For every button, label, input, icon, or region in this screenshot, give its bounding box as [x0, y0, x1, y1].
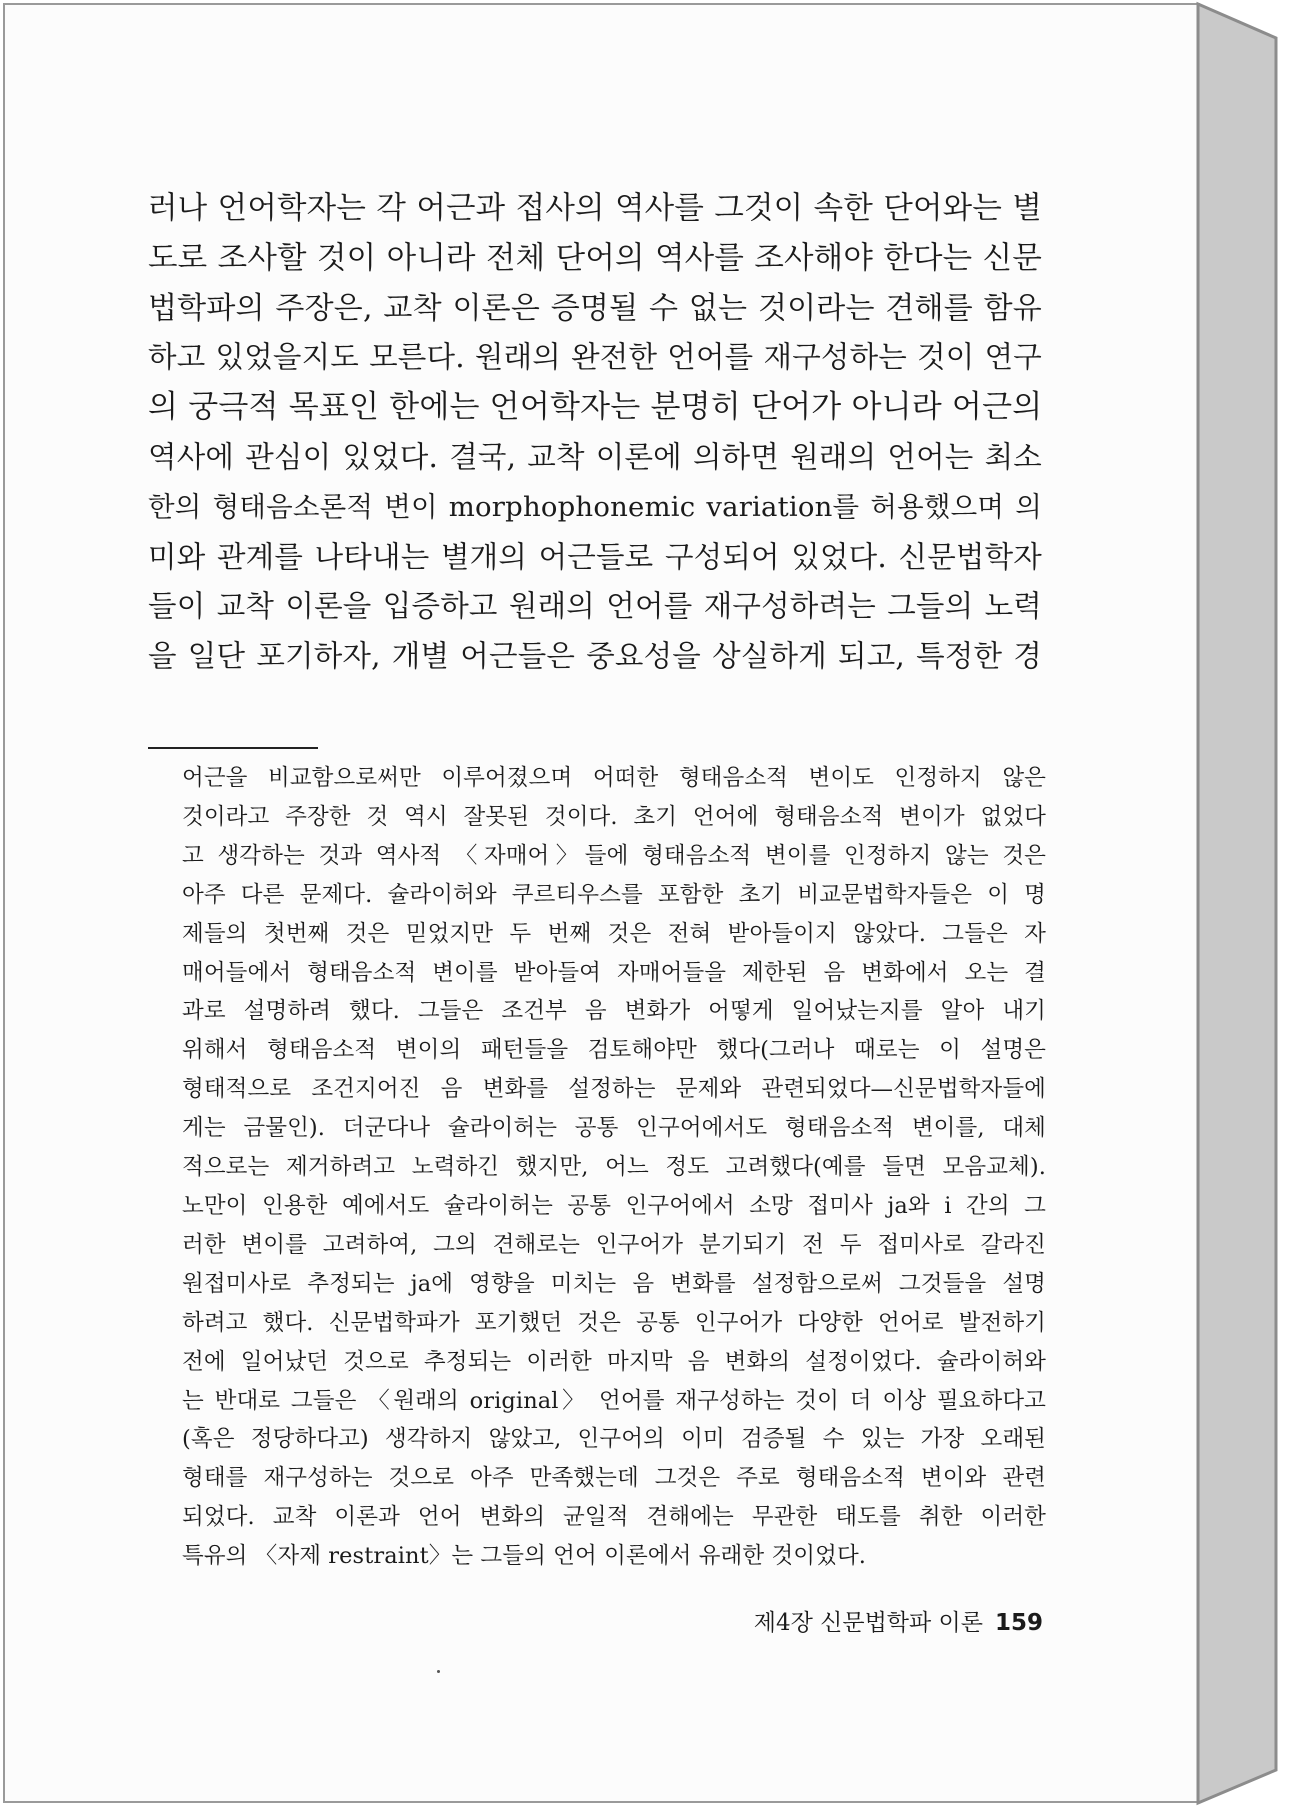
speck [437, 1670, 440, 1673]
footnote-line: 매어들에서 형태음소적 변이를 받아들여 자매어들을 제한된 음 변화에서 오는 결 [182, 959, 1046, 986]
footnote-line: 전에 일어났던 것으로 추정되는 이러한 마지막 음 변화의 설정이었다. 슐라이허와 [182, 1348, 1046, 1375]
chapter-title: 제4장 신문법학파 이론 [753, 1610, 983, 1636]
body-line: 미와 관계를 나타내는 별개의 어근들로 구성되어 있었다. 신문법학자 [148, 539, 1042, 574]
body-line: 을 일단 포기하자, 개별 어근들은 중요성을 상실하게 되고, 특정한 경 [148, 639, 1042, 674]
footnote-line: 게는 금물인). 더군다나 슐라이허는 공통 인구어에서도 형태음소적 변이를, 대체 [182, 1115, 1046, 1142]
footnote-line: 러한 변이를 고려하여, 그의 견해로는 인구어가 분기되기 전 두 접미사로 갈라진 [182, 1231, 1046, 1258]
footnote-line: 원접미사로 추정되는 ja에 영향을 미치는 음 변화를 설정함으로써 그것들을 설명 [182, 1270, 1046, 1297]
body-line: 들이 교착 이론을 입증하고 원래의 언어를 재구성하려는 그들의 노력 [148, 589, 1042, 624]
body-text [148, 184, 1042, 682]
body-line: 하고 있었을지도 모른다. 원래의 완전한 언어를 재구성하는 것이 연구 [148, 340, 1042, 375]
footnote-text [182, 759, 1046, 1576]
body-line: 도로 조사할 것이 아니라 전체 단어의 역사를 조사해야 한다는 신문 [148, 240, 1042, 276]
footnote-line: 어근을 비교함으로써만 이루어졌으며 어떠한 형태음소적 변이도 인정하지 않은 [182, 765, 1046, 791]
footnote-line: 위해서 형태음소적 변이의 패턴들을 검토해야만 했다(그러나 때로는 이 설명은 [182, 1037, 1046, 1064]
footnote-line: (혹은 정당하다고) 생각하지 않았고, 인구어의 이미 검증될 수 있는 가장 오래된 [182, 1426, 1046, 1453]
footnote-line: 형태를 재구성하는 것으로 아주 만족했는데 그것은 주로 형태음소적 변이와 관련 [182, 1465, 1046, 1492]
footnote-line: 것이라고 주장한 것 역시 잘못된 것이다. 초기 언어에 형태음소적 변이가 없었다 [182, 803, 1046, 830]
footnote-line: 고 생각하는 것과 역사적 〈자매어〉들에 형태음소적 변이를 인정하지 않는 것은 [182, 842, 1046, 869]
body-line: 의 궁극적 목표인 한에는 언어학자는 분명히 단어가 아니라 어근의 [148, 389, 1043, 426]
footnote-line: 형태적으로 조건지어진 음 변화를 설정하는 문제와 관련되었다—신문법학자들에 [182, 1076, 1046, 1103]
footnote-divider [148, 747, 318, 749]
running-footer [754, 1608, 1043, 1638]
page-number: 159 [994, 1610, 1043, 1636]
footnote-line: 는 반대로 그들은 〈원래의 original〉 언어를 재구성하는 것이 더 이상 필요하다고 [182, 1387, 1046, 1414]
footnote-line: 하려고 했다. 신문법학파가 포기했던 것은 공통 인구어가 다양한 언어로 발전하기 [182, 1309, 1046, 1336]
footnote-line: 되었다. 교착 이론과 언어 변화의 균일적 견해에는 무관한 태도를 취한 이러한 [182, 1504, 1046, 1531]
body-line: 러나 언어학자는 각 어근과 접사의 역사를 그것이 속한 단어와는 별 [148, 191, 1042, 226]
footnote-line: 과로 설명하려 했다. 그들은 조건부 음 변화가 어떻게 일어났는지를 알아 내기 [182, 998, 1046, 1025]
body-line: 한의 형태음소론적 변이 morphophonemic variation를 허용했으며 의 [148, 490, 1042, 523]
body-line: 법학파의 주장은, 교착 이론은 증명될 수 없는 것이라는 견해를 함유 [148, 290, 1042, 326]
footnote-line: 특유의 〈자제 restraint〉는 그들의 언어 이론에서 유래한 것이었다. [182, 1543, 867, 1570]
footnote-line: 적으로는 제거하려고 노력하긴 했지만, 어느 정도 고려했다(예를 들면 모음교체). [182, 1154, 1046, 1181]
footnote-line: 아주 다른 문제다. 슐라이허와 쿠르티우스를 포함한 초기 비교문법학자들은 이 명 [182, 881, 1046, 908]
footnote-line: 노만이 인용한 예에서도 슐라이허는 공통 인구어에서 소망 접미사 ja와 i 간의 그 [182, 1192, 1046, 1219]
body-line: 역사에 관심이 있었다. 결국, 교착 이론에 의하면 원래의 언어는 최소 [148, 439, 1042, 474]
footnote-line: 제들의 첫번째 것은 믿었지만 두 번째 것은 전혀 받아들이지 않았다. 그들은 자 [182, 920, 1046, 947]
